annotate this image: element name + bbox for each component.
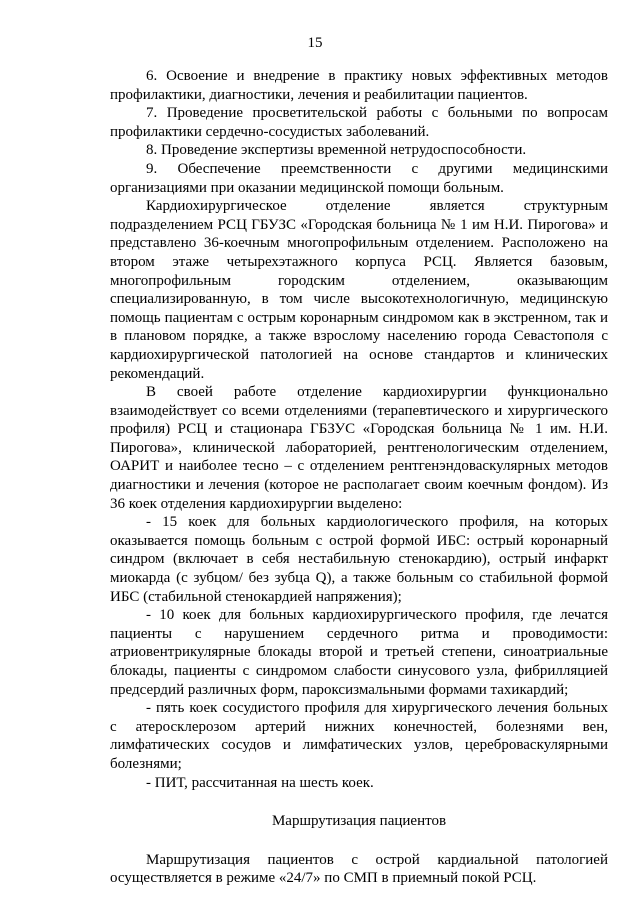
section-heading: Маршрутизация пациентов bbox=[271, 813, 447, 830]
page-number: 15 bbox=[307, 35, 323, 51]
paragraph-item-8: 8. Проведение экспертизы временной нетрудоспособности. bbox=[146, 142, 527, 159]
document-body bbox=[110, 67, 608, 888]
paragraph-routing: Маршрутизация пациентов с острой кардиальной патологией осуществляется в режиме «24/7» по СМП в приемный покой РСЦ. bbox=[110, 851, 608, 887]
paragraph-department-description: Кардиохирургическое отделение является структурным подразделением РСЦ ГБУЗС «Городская больница № 1 им Н.И. Пирогова» и представлено 36-коечным многопрофильным отделением. Расположено на втором этаже четырехэтажного корпуса РСЦ. Является базовым, многопрофильным городским отделением, оказывающим специализированную, в том числе высокотехнологичную, медицинскую помощь пациентам с острым коронарным синдромом как в экстренном, так и в плановом порядке, а также взрослому населению города Севастополя с кардиохирургической патологией на основе стандартов и клинических рекомендаций. bbox=[110, 198, 608, 382]
list-item-cardiosurgery-beds: - 10 коек для больных кардиохирургического профиля, где лечатся пациенты с нарушением сердечного ритма и проводимости: атриовентрикулярные блокады второй и третьей степени, синоатриальные блокады, пациенты с синдромом слабости синусового узла, фибрилляцией предсердий различных форм, пароксизмальными формами тахикардий; bbox=[110, 607, 608, 698]
list-item-cardiology-beds: - 15 коек для больных кардиологического профиля, на которых оказывается помощь больным с острой формой ИБС: острый коронарный синдром (включает в себя нестабильную стенокардию), острый инфаркт миокарда (с зубцом/ без зубца Q), а также больным со стабильной формой ИБС (стабильной стенокардией напряжения); bbox=[110, 514, 608, 605]
paragraph-department-interaction: В своей работе отделение кардиохирургии функционально взаимодействует со всеми отделениями (терапевтического и хирургического профиля) РСЦ и стационара ГБЗУС «Городская больница № 1 им. Н.И. Пирогова», клинической лабораторией, рентгенологическим отделением, ОАРИТ и наиболее тесно – с отделением рентгенэндоваскулярных методов диагностики и лечения (которое не располагает своим коечным фондом). Из 36 коек отделения кардиохирургии выделено: bbox=[110, 384, 608, 512]
list-item-vascular-beds: - пять коек сосудистого профиля для хирургического лечения больных с атеросклерозом артерий нижних конечностей, болезнями вен, лимфатических сосудов и лимфатических узлов, цереброваскулярными болезнями; bbox=[110, 700, 608, 772]
paragraph-item-6: 6. Освоение и внедрение в практику новых эффективных методов профилактики, диагностики, лечения и реабилитации пациентов. bbox=[110, 68, 608, 103]
paragraph-item-9: 9. Обеспечение преемственности с другими медицинскими организациями при оказании медицинской помощи больным. bbox=[110, 160, 608, 196]
list-item-icu-beds: - ПИТ, рассчитанная на шесть коек. bbox=[146, 774, 374, 791]
paragraph-item-7: 7. Проведение просветительской работы с больными по вопросам профилактики сердечно-сосудистых заболеваний. bbox=[110, 105, 608, 140]
